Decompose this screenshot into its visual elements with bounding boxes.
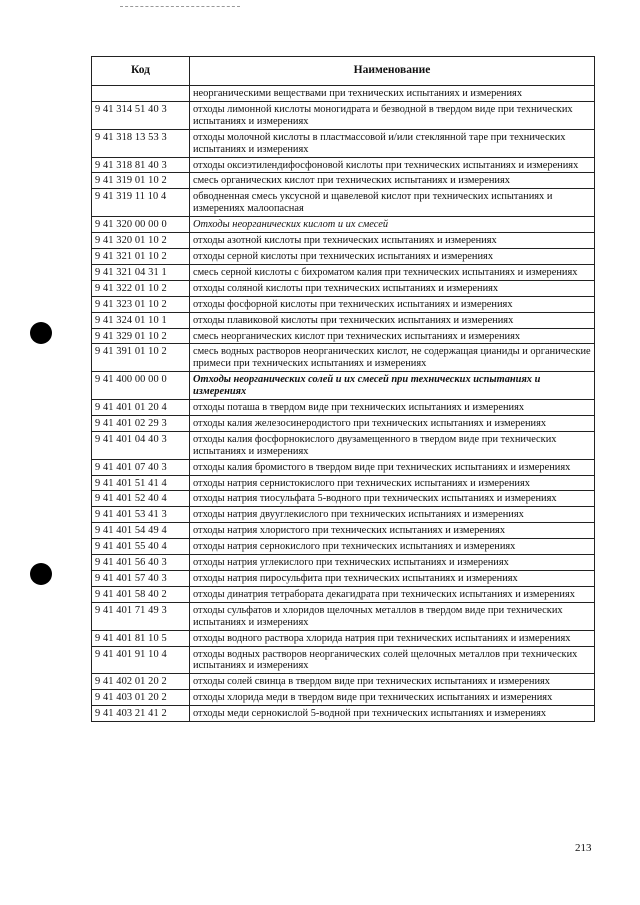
row-code: 9 41 324 01 10 1 — [92, 312, 190, 328]
table-row — [92, 507, 595, 523]
row-code: 9 41 322 01 10 2 — [92, 280, 190, 296]
row-code: 9 41 314 51 40 3 — [92, 101, 190, 129]
table-row — [92, 129, 595, 157]
row-name: отходы натрия сернистокислого при технических испытаниях и измерениях — [190, 475, 595, 491]
row-code: 9 41 401 07 40 3 — [92, 459, 190, 475]
table-row — [92, 523, 595, 539]
row-name: отходы оксиэтилендифосфоновой кислоты при технических испытаниях и измерениях — [190, 157, 595, 173]
table-row — [92, 280, 595, 296]
row-name: отходы лимонной кислоты моногидрата и безводной в твердом виде при технических испытаниях и измерениях — [190, 101, 595, 129]
row-name: смесь органических кислот при технических испытаниях и измерениях — [190, 173, 595, 189]
table-row — [92, 400, 595, 416]
table-row — [92, 690, 595, 706]
page-number: 213 — [575, 842, 592, 854]
table-row — [92, 431, 595, 459]
table-row — [92, 189, 595, 217]
row-name: отходы калия бромистого в твердом виде при технических испытаниях и измерениях — [190, 459, 595, 475]
row-code: 9 41 401 71 49 3 — [92, 602, 190, 630]
table-row — [92, 101, 595, 129]
row-name: отходы натрия тиосульфата 5-водного при технических испытаниях и измерениях — [190, 491, 595, 507]
table-row — [92, 539, 595, 555]
table-row — [92, 328, 595, 344]
row-code: 9 41 329 01 10 2 — [92, 328, 190, 344]
table-row — [92, 372, 595, 400]
row-code: 9 41 401 52 40 4 — [92, 491, 190, 507]
table-row — [92, 86, 595, 102]
row-name: отходы солей свинца в твердом виде при технических испытаниях и измерениях — [190, 674, 595, 690]
row-code: 9 41 319 01 10 2 — [92, 173, 190, 189]
table-row — [92, 475, 595, 491]
table-row — [92, 312, 595, 328]
table-header-row — [92, 57, 595, 86]
row-name: отходы водного раствора хлорида натрия при технических испытаниях и измерениях — [190, 630, 595, 646]
table-row — [92, 344, 595, 372]
row-code — [92, 86, 190, 102]
scan-top-line — [120, 6, 240, 7]
waste-code-table — [91, 56, 595, 722]
row-name: отходы натрия углекислого при технических испытаниях и измерениях — [190, 555, 595, 571]
row-name: обводненная смесь уксусной и щавелевой кислот при технических испытаниях и измерениях малоопасная — [190, 189, 595, 217]
row-code: 9 41 401 58 40 2 — [92, 586, 190, 602]
row-code: 9 41 401 56 40 3 — [92, 555, 190, 571]
row-code: 9 41 401 04 40 3 — [92, 431, 190, 459]
row-code: 9 41 401 81 10 5 — [92, 630, 190, 646]
row-name: смесь водных растворов неорганических кислот, не содержащая цианиды и органические примеси при технических испытаниях и измерениях — [190, 344, 595, 372]
table-row — [92, 173, 595, 189]
table-row — [92, 217, 595, 233]
table-row — [92, 555, 595, 571]
table-row — [92, 248, 595, 264]
row-name: отходы поташа в твердом виде при технических испытаниях и измерениях — [190, 400, 595, 416]
row-name: отходы натрия пиросульфита при технических испытаниях и измерениях — [190, 571, 595, 587]
row-name: отходы водных растворов неорганических солей щелочных металлов при технических испытаниях и измерениях — [190, 646, 595, 674]
row-code: 9 41 391 01 10 2 — [92, 344, 190, 372]
row-code: 9 41 401 02 29 3 — [92, 415, 190, 431]
row-code: 9 41 320 01 10 2 — [92, 233, 190, 249]
row-name: отходы фосфорной кислоты при технических испытаниях и измерениях — [190, 296, 595, 312]
row-code: 9 41 401 53 41 3 — [92, 507, 190, 523]
table-row — [92, 646, 595, 674]
table-row — [92, 630, 595, 646]
row-name: отходы азотной кислоты при технических испытаниях и измерениях — [190, 233, 595, 249]
row-code: 9 41 321 01 10 2 — [92, 248, 190, 264]
row-name: отходы динатрия тетрабората декагидрата при технических испытаниях и измерениях — [190, 586, 595, 602]
row-name: отходы хлорида меди в твердом виде при технических испытаниях и измерениях — [190, 690, 595, 706]
table-row — [92, 491, 595, 507]
row-code: 9 41 401 57 40 3 — [92, 571, 190, 587]
row-code: 9 41 401 55 40 4 — [92, 539, 190, 555]
row-code: 9 41 403 21 41 2 — [92, 706, 190, 722]
row-name: отходы серной кислоты при технических испытаниях и измерениях — [190, 248, 595, 264]
row-name: отходы калия железосинеродистого при технических испытаниях и измерениях — [190, 415, 595, 431]
row-code: 9 41 320 00 00 0 — [92, 217, 190, 233]
row-code: 9 41 401 51 41 4 — [92, 475, 190, 491]
row-name: отходы калия фосфорнокислого двузамещенного в твердом виде при технических испытаниях и измерениях — [190, 431, 595, 459]
row-name: отходы плавиковой кислоты при технических испытаниях и измерениях — [190, 312, 595, 328]
table-row — [92, 571, 595, 587]
row-name: смесь неорганических кислот при технических испытаниях и измерениях — [190, 328, 595, 344]
row-name: отходы молочной кислоты в пластмассовой и/или стеклянной таре при технических испытаниях и измерениях — [190, 129, 595, 157]
row-code: 9 41 401 01 20 4 — [92, 400, 190, 416]
row-name: отходы меди сернокислой 5-водной при технических испытаниях и измерениях — [190, 706, 595, 722]
table-row — [92, 602, 595, 630]
row-name: отходы натрия хлористого при технических испытаниях и измерениях — [190, 523, 595, 539]
row-name: неорганическими веществами при технических испытаниях и измерениях — [190, 86, 595, 102]
row-code: 9 41 318 81 40 3 — [92, 157, 190, 173]
table-row — [92, 674, 595, 690]
table-row — [92, 706, 595, 722]
row-code: 9 41 318 13 53 3 — [92, 129, 190, 157]
row-name: отходы сульфатов и хлоридов щелочных металлов в твердом виде при технических испытаниях и измерениях — [190, 602, 595, 630]
table-row — [92, 586, 595, 602]
table-row — [92, 233, 595, 249]
table-body — [92, 86, 595, 722]
row-name: смесь серной кислоты с бихроматом калия при технических испытаниях и измерениях — [190, 264, 595, 280]
row-code: 9 41 319 11 10 4 — [92, 189, 190, 217]
row-code: 9 41 401 91 10 4 — [92, 646, 190, 674]
table-row — [92, 157, 595, 173]
table-row — [92, 296, 595, 312]
table-row — [92, 415, 595, 431]
column-header-name: Наименование — [190, 57, 595, 86]
row-code: 9 41 321 04 31 1 — [92, 264, 190, 280]
row-code: 9 41 402 01 20 2 — [92, 674, 190, 690]
row-name: отходы натрия сернокислого при технических испытаниях и измерениях — [190, 539, 595, 555]
row-name: отходы соляной кислоты при технических испытаниях и измерениях — [190, 280, 595, 296]
table-row — [92, 264, 595, 280]
row-name: Отходы неорганических солей и их смесей при технических испытаниях и измерениях — [190, 372, 595, 400]
binder-hole-lower — [30, 563, 52, 585]
row-code: 9 41 401 54 49 4 — [92, 523, 190, 539]
binder-hole-upper — [30, 322, 52, 344]
row-code: 9 41 323 01 10 2 — [92, 296, 190, 312]
row-code: 9 41 400 00 00 0 — [92, 372, 190, 400]
table-row — [92, 459, 595, 475]
row-code: 9 41 403 01 20 2 — [92, 690, 190, 706]
row-name: Отходы неорганических кислот и их смесей — [190, 217, 595, 233]
row-name: отходы натрия двууглекислого при технических испытаниях и измерениях — [190, 507, 595, 523]
column-header-code: Код — [92, 57, 190, 86]
